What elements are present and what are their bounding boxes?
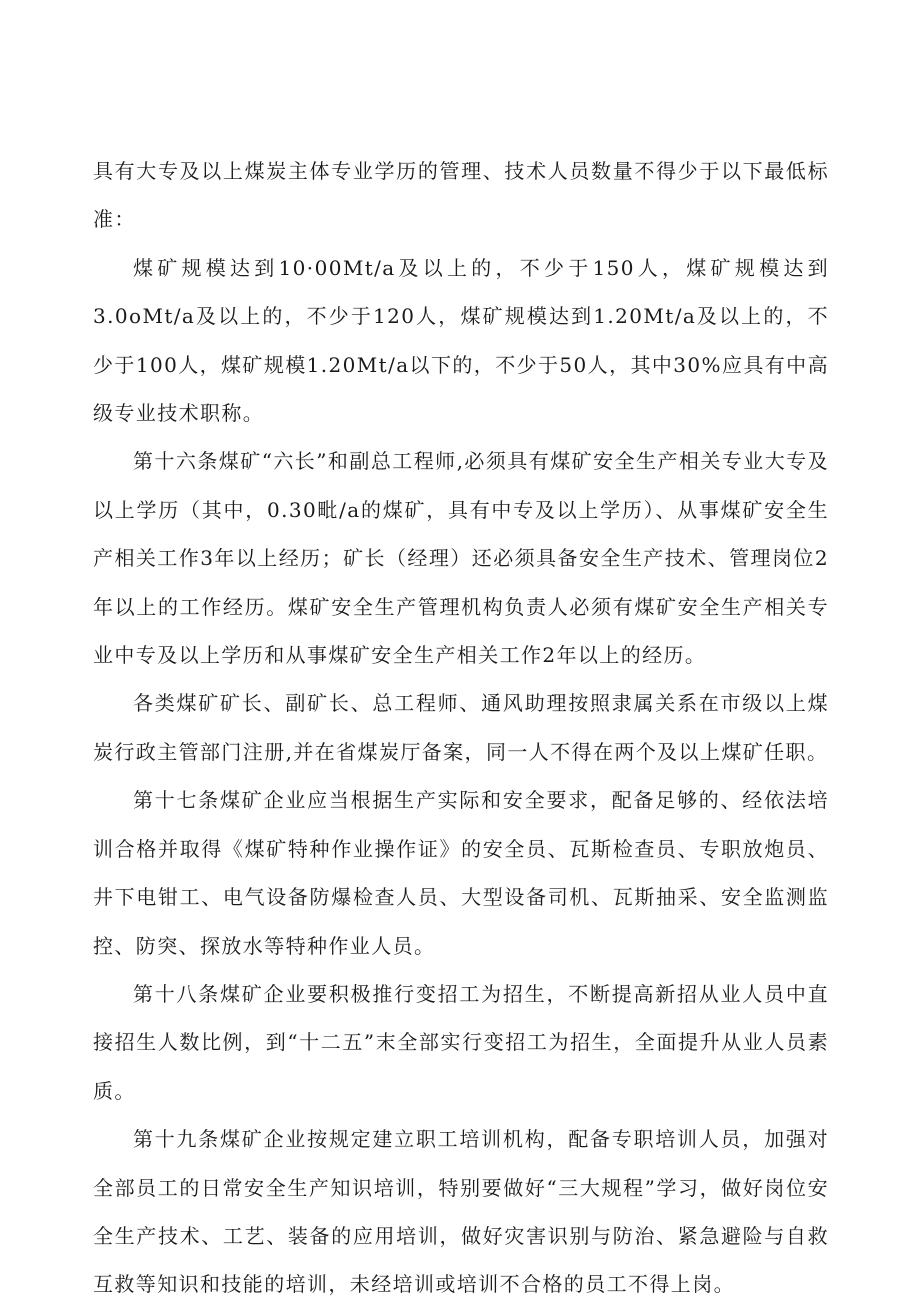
paragraph-article-18: 第十八条煤矿企业要积极推行变招工为招生，不断提高新招从业人员中直接招生人数比例，到“十二五”末全部实行变招工为招生，全面提升从业人员素质。 — [93, 981, 829, 1103]
paragraph-article-17: 第十七条煤矿企业应当根据生产实际和安全要求，配备足够的、经依法培训合格并取得《煤矿特种作业操作证》的安全员、瓦斯检查员、专职放炮员、井下电钳工、电气设备防爆检查人员、大型设备司机、瓦斯抽采、安全监测监控、防突、探放水等特种作业人员。 — [93, 788, 829, 958]
paragraph-registration: 各类煤矿矿长、副矿长、总工程师、通风助理按照隶属关系在市级以上煤炭行政主管部门注册,并在省煤炭厅备案，同一人不得在两个及以上煤矿任职。 — [93, 691, 829, 764]
document-body — [93, 147, 829, 1309]
paragraph-mine-scale-requirements: 煤矿规模达到10·00Mt/a及以上的，不少于150人，煤矿规模达到3.0oMt/a及以上的，不少于120人，煤矿规模达到1.20Mt/a及以上的，不少于100人，煤矿规模1.20Mt/a以下的，不少于50人，其中30%应具有中高级专业技术职称。 — [93, 255, 829, 426]
paragraph-continuation-education-standard: 具有大专及以上煤炭主体专业学历的管理、技术人员数量不得少于以下最低标准： — [93, 159, 829, 232]
paragraph-article-16: 第十六条煤矿“六长”和副总工程师,必须具有煤矿安全生产相关专业大专及以上学历（其中，0.30毗/a的煤矿，具有中专及以上学历）、从事煤矿安全生产相关工作3年以上经历；矿长（经理）还必须具备安全生产技术、管理岗位2年以上的工作经历。煤矿安全生产管理机构负责人必须有煤矿安全生产相关专业中专及以上学历和从事煤矿安全生产相关工作2年以上的经历。 — [93, 449, 829, 668]
paragraph-article-19: 第十九条煤矿企业按规定建立职工培训机构，配备专职培训人员，加强对全部员工的日常安全生产知识培训，特别要做好“三大规程”学习，做好岗位安全生产技术、工艺、装备的应用培训，做好灾害识别与防治、紧急避险与自救互救等知识和技能的培训，未经培训或培训不合格的员工不得上岗。 — [93, 1127, 829, 1297]
